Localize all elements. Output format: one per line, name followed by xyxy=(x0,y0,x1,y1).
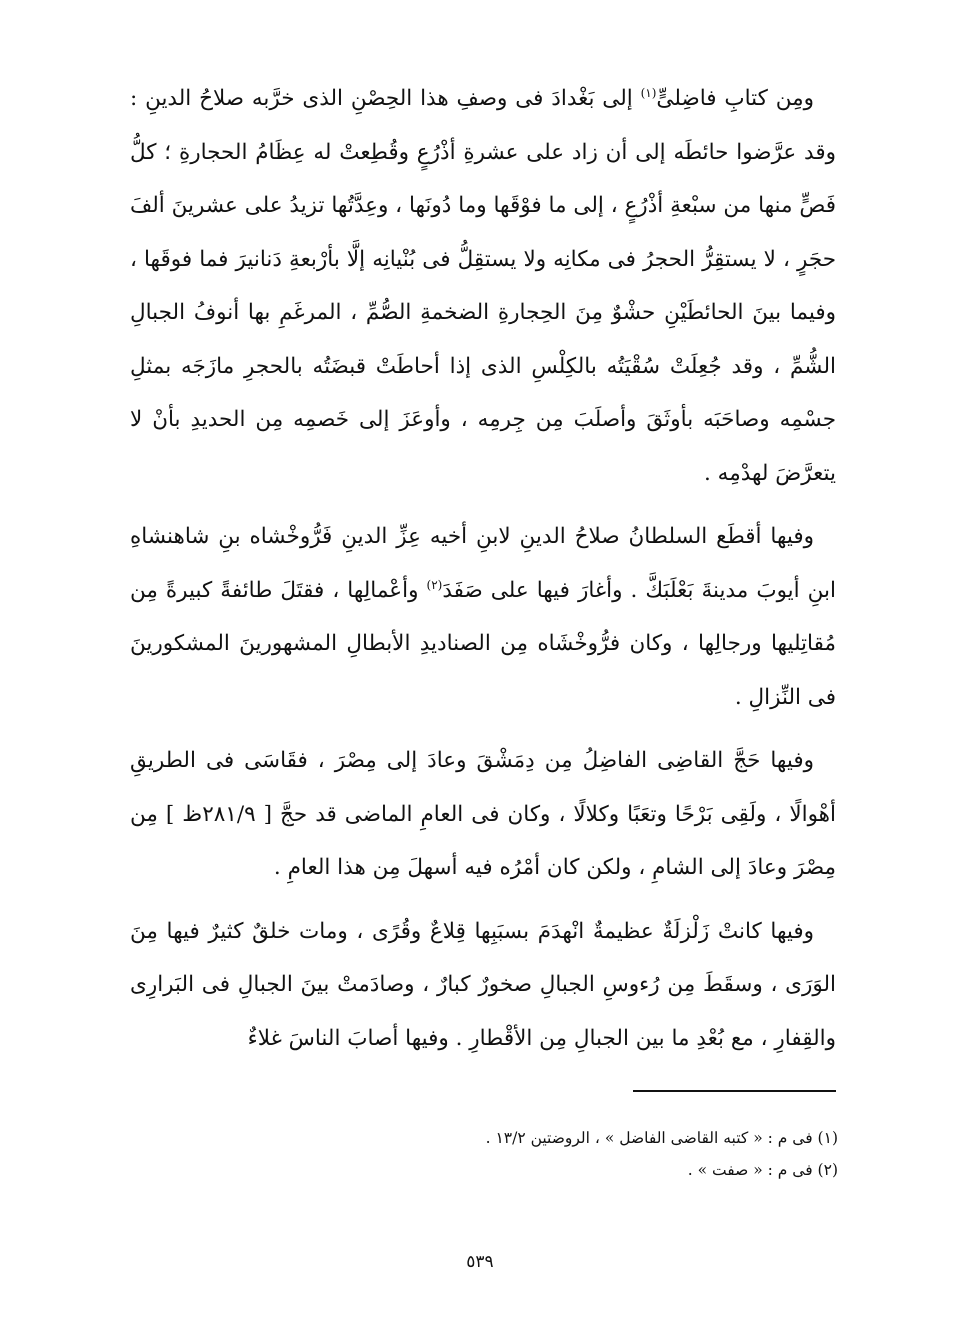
paragraph-1 xyxy=(130,72,836,500)
paragraph-1-text-a: ومِن كتابِ فاضِلىٍّ xyxy=(656,86,814,111)
footnote-separator xyxy=(633,1090,836,1092)
paragraph-2-text-a: وفيها أقطَع السلطانُ صلاحُ الدينِ لابنِ أخيه عِزِّ الدينِ فَرُّوخْشاه بنِ شاهنشاهِ ابنِ أيوبَ مدينةَ بَعْلَبَكَّ . وأغارَ فيها على صَفَدَ xyxy=(130,524,836,603)
paragraph-1-text-b: إلى بَغْدادَ فى وصفِ هذا الحِصْنِ الذى خرَّبه صلاحُ الدينِ : وقد عرَّضوا حائطَه إلى أن زاد على عشرةِ أذْرُعٍ وقُطِعتْ له عِظَامُ الحجارةِ ؛ كلُّ فَصٍّ منها من سبْعةِ أذْرُعٍ ، إلى ما فوْقَها وما دُونَها ، وعِدَّتُها تزيدُ على عشرينَ ألفَ حجَرٍ ، لا يستقِرُّ الحجرُ فى مكانِه ولا يستقِلُّ فى بُنْيانِه إلَّا بأرْبعةِ دَنانيرَ فما فوقَها ، وفيما بينَ الحائطَيْنِ حشْوٌ مِنَ الحِجارةِ الضخمةِ الصُّمِّ ، المرغَمِ بها أنوفُ الجبالِ الشُّمِّ ، وقد جُعِلَتْ سُقْيَتُه بالكِلْسِ الذى إذا أحاطَتْ قبضَتُه بالحجرِ مازَجَه بمثلِ جسْمِه وصاحَبَه بأوثَقَ وأصلَبَ مِن جِرمِه ، وأوعَزَ إلى خَصمِه مِن الحديدِ بأنْ لا يتعرَّضَ لهدْمِه . xyxy=(130,86,836,486)
footnote-2: (٢) فى م : « صفت » . xyxy=(687,1161,838,1179)
paragraph-2-text-b: وأعْمالِها ، فقتَلَ طائفةً كبيرةً مِن مُقاتِليها ورجالِها ، وكان فرُّوخْشَاه مِن الصناديدِ الأبطالِ المشهورينَ المشكورينَ فى النِّزالِ . xyxy=(130,577,836,710)
paragraph-4 xyxy=(130,905,836,1066)
footnote-1: (١) فى م : « كتبه القاضى الفاضل » ، الروضتين ١٣/٢ . xyxy=(485,1129,838,1147)
footnote-marker-2: (٢) xyxy=(426,577,443,592)
page-number: ٥٣٩ xyxy=(466,1252,494,1272)
footnote-marker-1: (١) xyxy=(640,85,657,100)
footnotes xyxy=(330,1122,838,1186)
main-text xyxy=(130,72,836,1065)
paragraph-3 xyxy=(130,734,836,895)
paragraph-2 xyxy=(130,510,836,724)
paragraph-3-text: وفيها حَجَّ القاضِى الفاضِلُ مِن دِمَشْقَ وعادَ إلى مِصْرَ ، فقَاسَى فى الطريقِ أهْوالًا ، ولَقِى بَرْحًا وتعَبًا وكلالًا ، وكان فى العامِ الماضى قد حجَّ [ ٢٨١/٩ظ ] مِن مِصْرَ وعادَ إلى الشامِ ، ولكن كان أمْرُه فيه أسهلَ مِن هذا العامِ . xyxy=(130,748,836,880)
paragraph-4-text: وفيها كانتْ زَلْزلَةٌ عظيمةٌ انْهدَمَ بسبَبِها قِلاعٌ وقُرًى ، ومات خلقٌ كثيرٌ فيها مِنَ الوَرَى ، وسقَطَ مِن رُءوسِ الجبالِ صخورٌ كبارٌ ، وصادَمتْ بينَ الجبالِ فى البَرارِى والقِفارِ ، مع بُعْدِ ما بين الجبالِ مِن الأقْطارِ . وفيها أصابَ الناسَ غلاءٌ xyxy=(130,918,836,1051)
